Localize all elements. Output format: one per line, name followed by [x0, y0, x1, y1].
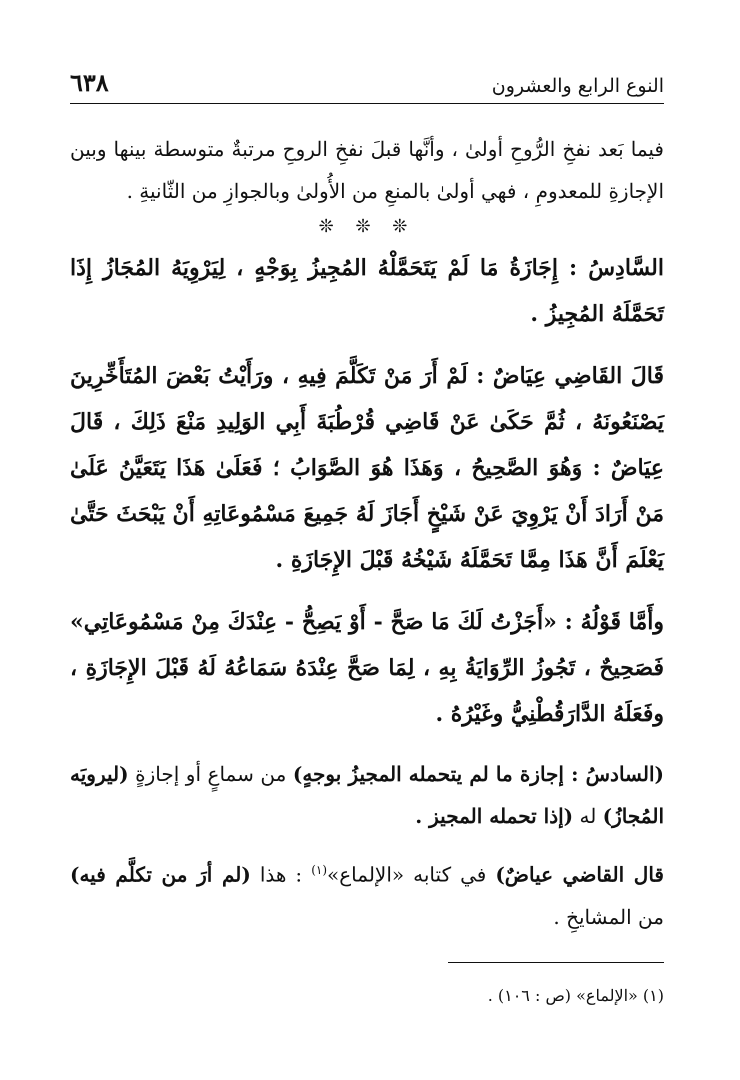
sharh-paragraph-2 — [70, 849, 664, 938]
running-title: النوع الرابع والعشرون — [491, 75, 664, 97]
quoted-matn: (لم أرَ من تكلَّم فيه) — [70, 862, 251, 887]
footnote-divider — [448, 962, 664, 963]
page-body — [70, 128, 664, 950]
matn-paragraph-3: وأَمَّا قَوْلُهُ : «أَجَزْتُ لَكَ مَا صَحَّ - أَوْ يَصِحُّ - عِنْدَكَ مِنْ مَسْمُوعَاتِي» فَصَحِيحٌ ، تَجُوزُ الرِّوَايَةُ بِهِ ، لِمَا صَحَّ عِنْدَهُ سَمَاعُهُ لَهُ قَبْلَ الإِجَازَةِ ، وفَعَلَهُ الدَّارَقُطْنِيُّ وغَيْرُهُ . — [70, 609, 664, 727]
page-number: ٦٣٨ — [70, 68, 109, 97]
quoted-matn: قال القاضي عياضٌ) — [495, 862, 664, 887]
page-header — [70, 58, 664, 104]
matn-paragraph-2: قَالَ القَاضِي عِيَاضٌ : لَمْ أَرَ مَنْ تَكَلَّمَ فِيهِ ، ورَأَيْتُ بَعْضَ المُتَأَخِّرِينَ يَصْنَعُونَهُ ، ثُمَّ حَكَىٰ عَنْ قَاضِي قُرْطُبَةَ أَبِي الوَلِيدِ مَنْعَ ذَلِكَ ، قَالَ عِيَاضٌ : وَهُوَ الصَّحِيحُ ، وَهَذَا هُوَ الصَّوَابُ ؛ فَعَلَىٰ هَذَا يَتَعَيَّنُ عَلَىٰ مَنْ أَرَادَ أَنْ يَرْوِيَ عَنْ شَيْخٍ أَجَازَ لَهُ جَمِيعَ مَسْمُوعَاتِهِ أَنْ يَبْحَثَ حَتَّىٰ يَعْلَمَ أَنَّ هَذَا مِمَّا تَحَمَّلَهُ شَيْخُهُ قَبْلَ الإِجَازَةِ . — [70, 363, 664, 573]
quoted-matn: (ليرويَه المُجازُ) — [70, 762, 664, 828]
commentary-text: : هذا — [250, 862, 312, 887]
commentary-text: من سماعٍ أو إجازةٍ — [128, 762, 293, 786]
footnote-reference[interactable]: (١) — [311, 863, 328, 877]
commentary-text: من المشايخِ . — [553, 904, 664, 929]
quoted-matn: (السادسُ : إجازة ما لم يتحمله المجيزُ بوجهٍ) — [292, 762, 664, 786]
sharh-paragraph-1 — [70, 753, 664, 837]
footnote: (١) «الإلماع» (ص : ١٠٦) . — [487, 986, 664, 1005]
quoted-matn: (إذا تحمله المجيز . — [415, 804, 574, 828]
commentary-text: له — [573, 804, 603, 828]
matn-paragraph-1: السَّادِسُ : إِجَازَةُ مَا لَمْ يَتَحَمَّلْهُ المُجِيزُ بِوَجْهٍ ، لِيَرْوِيَهُ المُجَازُ إِذَا تَحَمَّلَهُ المُجِيزُ . — [70, 255, 664, 327]
section-separator: ❊ ❊ ❊ — [318, 216, 416, 237]
commentary-text: في كتابه «الإلماع» — [327, 862, 496, 887]
intro-paragraph: فيما بَعد نفخِ الرُّوحِ أولىٰ ، وأنَّها قبلَ نفخِ الروحِ مرتبةٌ متوسطة بينها وبين الإجازةِ للمعدومِ ، فهي أولىٰ بالمنعِ من الأُولىٰ وبالجوازِ من الثّانيةِ . — [70, 137, 664, 203]
